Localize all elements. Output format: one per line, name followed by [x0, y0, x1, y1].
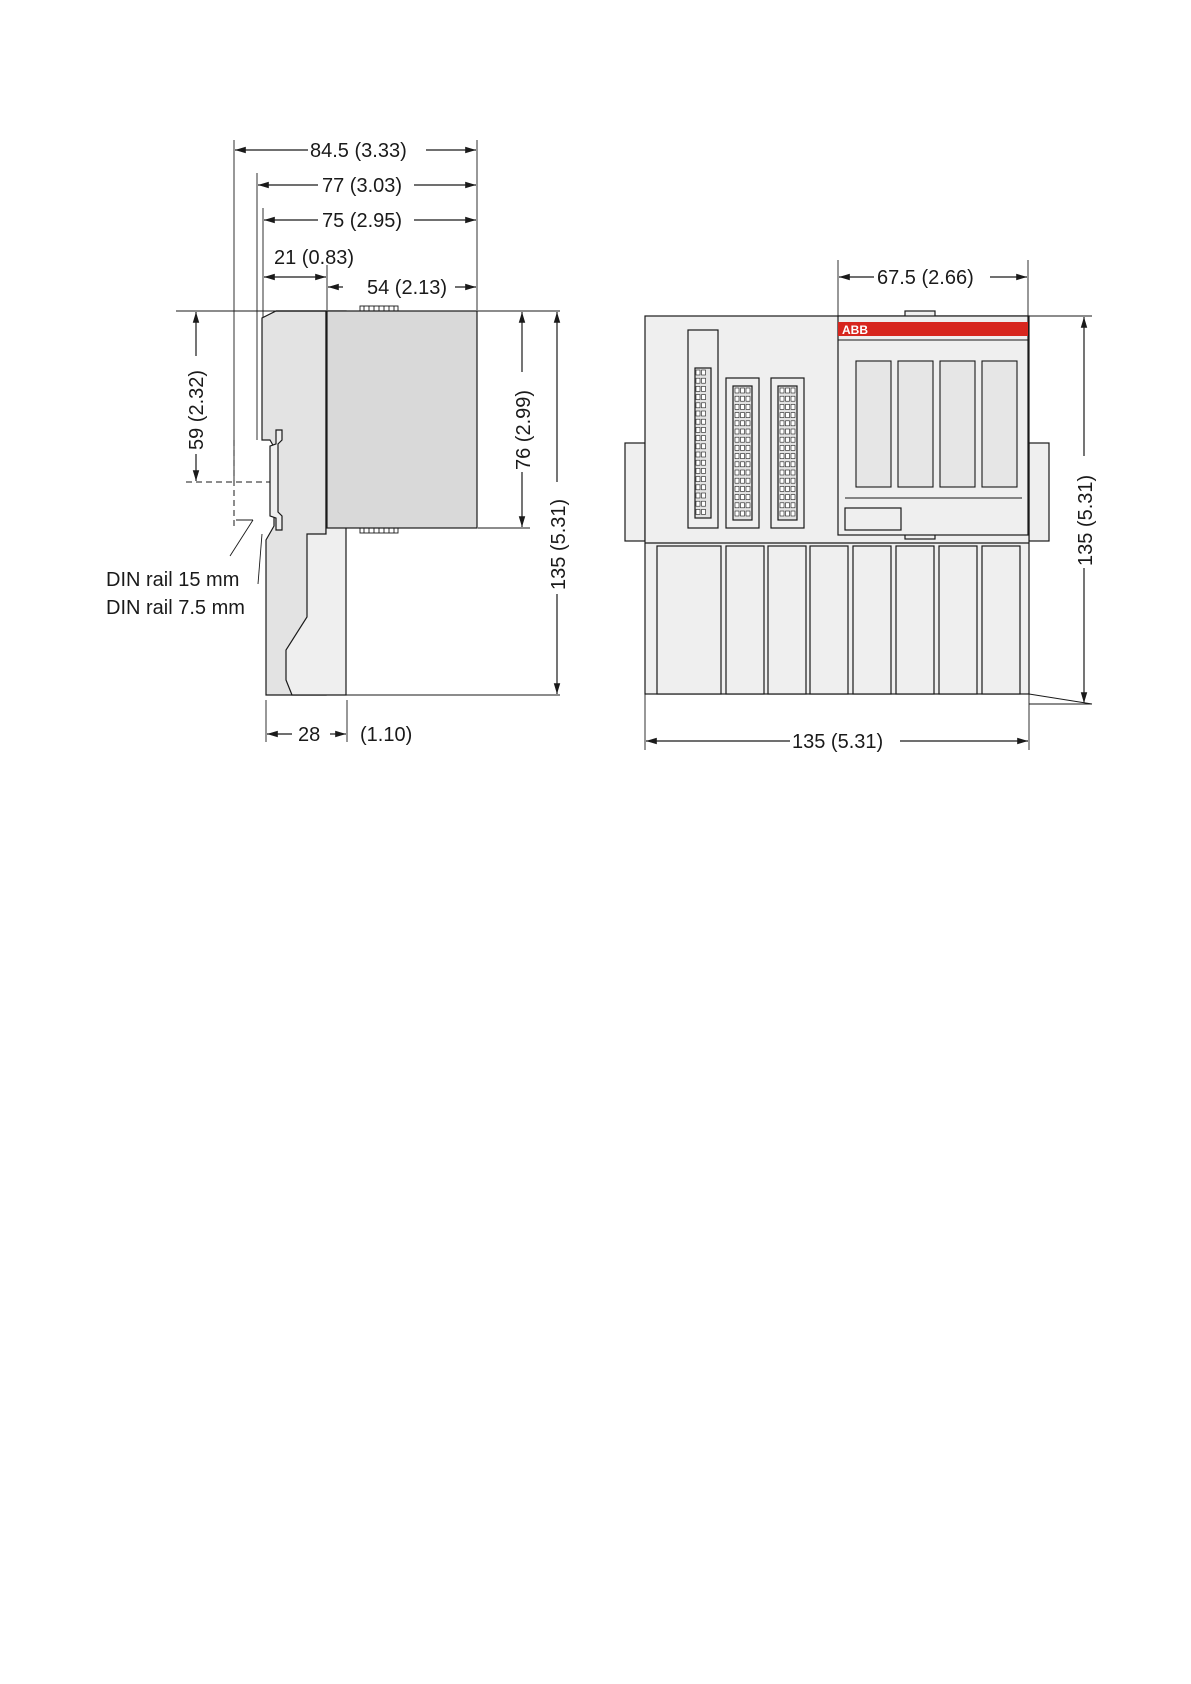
strip-2-pin	[735, 413, 739, 418]
dim-width-28-inch: (1.10)	[360, 724, 413, 746]
strip-1-pin	[696, 460, 700, 465]
strip-3-pin	[786, 429, 790, 434]
strip-2-pin	[746, 429, 750, 434]
strip-3-pin	[780, 462, 784, 467]
strip-1-pin	[702, 509, 706, 514]
strip-2-pin	[746, 437, 750, 442]
strip-2-pin	[746, 511, 750, 516]
strip-2-pin	[741, 486, 745, 491]
dim-overall-width: 84.5 (3.33)	[310, 140, 407, 162]
strip-3-pin	[791, 437, 795, 442]
strip-2-pin	[746, 413, 750, 418]
strip-1-pin	[696, 468, 700, 473]
strip-2-pin	[741, 396, 745, 401]
strip-2-pin	[741, 462, 745, 467]
strip-3-pin	[791, 396, 795, 401]
strip-3-pin	[791, 511, 795, 516]
terminal-block-8	[982, 546, 1020, 694]
strip-2-pin	[741, 503, 745, 508]
strip-3-pin	[786, 503, 790, 508]
strip-3-pin	[791, 404, 795, 409]
strip-3-pin	[791, 486, 795, 491]
strip-1-pin	[702, 493, 706, 498]
strip-1-pin	[696, 493, 700, 498]
strip-1-pin	[702, 419, 706, 424]
strip-2-pin	[735, 396, 739, 401]
strip-2-pin	[735, 478, 739, 483]
rail-tab-right	[1029, 443, 1049, 541]
strip-3-pin	[786, 421, 790, 426]
strip-3-pin	[791, 478, 795, 483]
connector-pins-top	[360, 306, 398, 311]
strip-3-pin	[786, 396, 790, 401]
strip-3-pin	[791, 462, 795, 467]
strip-3-pin	[780, 511, 784, 516]
strip-1-pin	[696, 509, 700, 514]
strip-1-pin	[696, 444, 700, 449]
strip-3-pin	[780, 470, 784, 475]
strip-2-pin	[741, 478, 745, 483]
strip-1-pin	[696, 403, 700, 408]
strip-2-pin	[741, 437, 745, 442]
strip-3-pin	[780, 486, 784, 491]
strip-2-pin	[735, 388, 739, 393]
strip-3-pin	[791, 421, 795, 426]
strip-3-pin	[780, 396, 784, 401]
strip-3-pin	[780, 413, 784, 418]
strip-3-pin	[791, 445, 795, 450]
strip-1-pin	[696, 411, 700, 416]
strip-3-pin	[780, 454, 784, 459]
strip-1-pin	[696, 427, 700, 432]
label-din-rail-7-5: DIN rail 7.5 mm	[106, 597, 245, 619]
strip-1-pin	[696, 386, 700, 391]
strip-3-pin	[786, 413, 790, 418]
strip-2-pin	[746, 454, 750, 459]
dim-height-135-front: 135 (5.31)	[1075, 474, 1097, 566]
strip-3-pin	[780, 429, 784, 434]
strip-3-pin	[786, 486, 790, 491]
dim-height-59: 59 (2.32)	[186, 369, 208, 450]
dim-height-135-side: 135 (5.31)	[548, 498, 570, 590]
strip-1-pin	[696, 419, 700, 424]
strip-1-pin	[702, 468, 706, 473]
strip-2-pin	[735, 495, 739, 500]
strip-3-pin	[780, 495, 784, 500]
strip-3-pin	[786, 511, 790, 516]
strip-1-pin	[702, 485, 706, 490]
strip-1-pin	[702, 477, 706, 482]
strip-2-pin	[746, 421, 750, 426]
strip-2-pin	[741, 421, 745, 426]
strip-3-pin	[780, 445, 784, 450]
strip-1-pin	[702, 444, 706, 449]
strip-3-pin	[780, 421, 784, 426]
label-plate	[845, 508, 901, 530]
strip-2-pin	[741, 511, 745, 516]
strip-2-pin	[735, 454, 739, 459]
dim-width-28: 28	[298, 724, 321, 746]
rail-tab-left	[625, 443, 645, 541]
strip-1-pin	[702, 378, 706, 383]
strip-3-pin	[786, 445, 790, 450]
strip-1-pin	[696, 378, 700, 383]
terminal-block-1	[657, 546, 721, 694]
strip-1-pin	[702, 501, 706, 506]
strip-1-pin	[696, 485, 700, 490]
strip-2-pin	[741, 429, 745, 434]
strip-2-pin	[741, 404, 745, 409]
label-din-rail-15: DIN rail 15 mm	[106, 569, 240, 591]
strip-2-pin	[746, 388, 750, 393]
strip-2-pin	[735, 404, 739, 409]
strip-2-pin	[735, 470, 739, 475]
strip-1-pin	[702, 460, 706, 465]
strip-2-pin	[746, 462, 750, 467]
strip-3-pin	[786, 388, 790, 393]
strip-2-pin	[735, 511, 739, 516]
dim-width-135-front: 135 (5.31)	[792, 731, 884, 753]
strip-3-pin	[786, 470, 790, 475]
strip-2-pin	[735, 486, 739, 491]
strip-2-pin	[735, 421, 739, 426]
strip-1-pin	[702, 386, 706, 391]
strip-2-pin	[746, 396, 750, 401]
strip-1-pin	[696, 395, 700, 400]
strip-2-pin	[746, 445, 750, 450]
strip-3-pin	[786, 478, 790, 483]
strip-2-pin	[741, 445, 745, 450]
strip-3-pin	[786, 404, 790, 409]
dim-depth-21: 21 (0.83)	[274, 247, 355, 269]
dim-depth-54: 54 (2.13)	[367, 277, 448, 299]
strip-2-pin	[741, 454, 745, 459]
abb-logo: ABB	[842, 323, 868, 337]
strip-3-pin	[791, 470, 795, 475]
strip-1-pin	[696, 501, 700, 506]
side-view	[106, 136, 570, 746]
strip-2-pin	[746, 495, 750, 500]
terminal-block-3	[768, 546, 806, 694]
strip-1-pin	[702, 436, 706, 441]
strip-3-pin	[780, 503, 784, 508]
strip-3-pin	[786, 437, 790, 442]
strip-2-pin	[746, 470, 750, 475]
strip-2-pin	[735, 462, 739, 467]
dim-width-75: 75 (2.95)	[322, 210, 403, 232]
strip-1-pin	[696, 477, 700, 482]
strip-3-pin	[791, 388, 795, 393]
dim-width-77: 77 (3.03)	[322, 175, 403, 197]
strip-2-pin	[735, 429, 739, 434]
strip-2-pin	[741, 495, 745, 500]
strip-2-pin	[741, 388, 745, 393]
strip-2-pin	[746, 486, 750, 491]
terminal-block-5	[853, 546, 891, 694]
strip-3-pin	[791, 413, 795, 418]
strip-1-pin	[702, 370, 706, 375]
strip-1-pin	[702, 452, 706, 457]
strip-3-pin	[791, 503, 795, 508]
strip-3-pin	[791, 495, 795, 500]
dim-height-76: 76 (2.99)	[513, 389, 535, 470]
strip-2-pin	[735, 503, 739, 508]
module-block	[327, 311, 477, 528]
strip-2-pin	[741, 413, 745, 418]
strip-2-pin	[735, 445, 739, 450]
strip-1-pin	[696, 452, 700, 457]
strip-3-pin	[786, 454, 790, 459]
terminal-block-4	[810, 546, 848, 694]
terminal-block-7	[939, 546, 977, 694]
strip-1-pin	[702, 427, 706, 432]
strip-3-pin	[780, 437, 784, 442]
strip-1-pin	[702, 411, 706, 416]
strip-3-pin	[791, 454, 795, 459]
front-view	[625, 260, 1097, 754]
module-slot-4	[982, 361, 1017, 487]
module-slot-2	[898, 361, 933, 487]
strip-2-pin	[746, 404, 750, 409]
strip-1-pin	[696, 370, 700, 375]
strip-3-pin	[786, 462, 790, 467]
terminal-block-6	[896, 546, 934, 694]
strip-2-pin	[746, 503, 750, 508]
strip-2-pin	[741, 470, 745, 475]
dim-module-width: 67.5 (2.66)	[877, 267, 974, 289]
connector-pins-bottom	[360, 528, 398, 533]
strip-1-pin	[702, 395, 706, 400]
strip-2-pin	[735, 437, 739, 442]
strip-3-pin	[780, 404, 784, 409]
strip-3-pin	[786, 495, 790, 500]
module-slot-3	[940, 361, 975, 487]
strip-3-pin	[780, 478, 784, 483]
strip-2-pin	[746, 478, 750, 483]
strip-3-pin	[780, 388, 784, 393]
module-slot-1	[856, 361, 891, 487]
strip-1-pin	[696, 436, 700, 441]
strip-1-pin	[702, 403, 706, 408]
terminal-block-2	[726, 546, 764, 694]
strip-3-pin	[791, 429, 795, 434]
